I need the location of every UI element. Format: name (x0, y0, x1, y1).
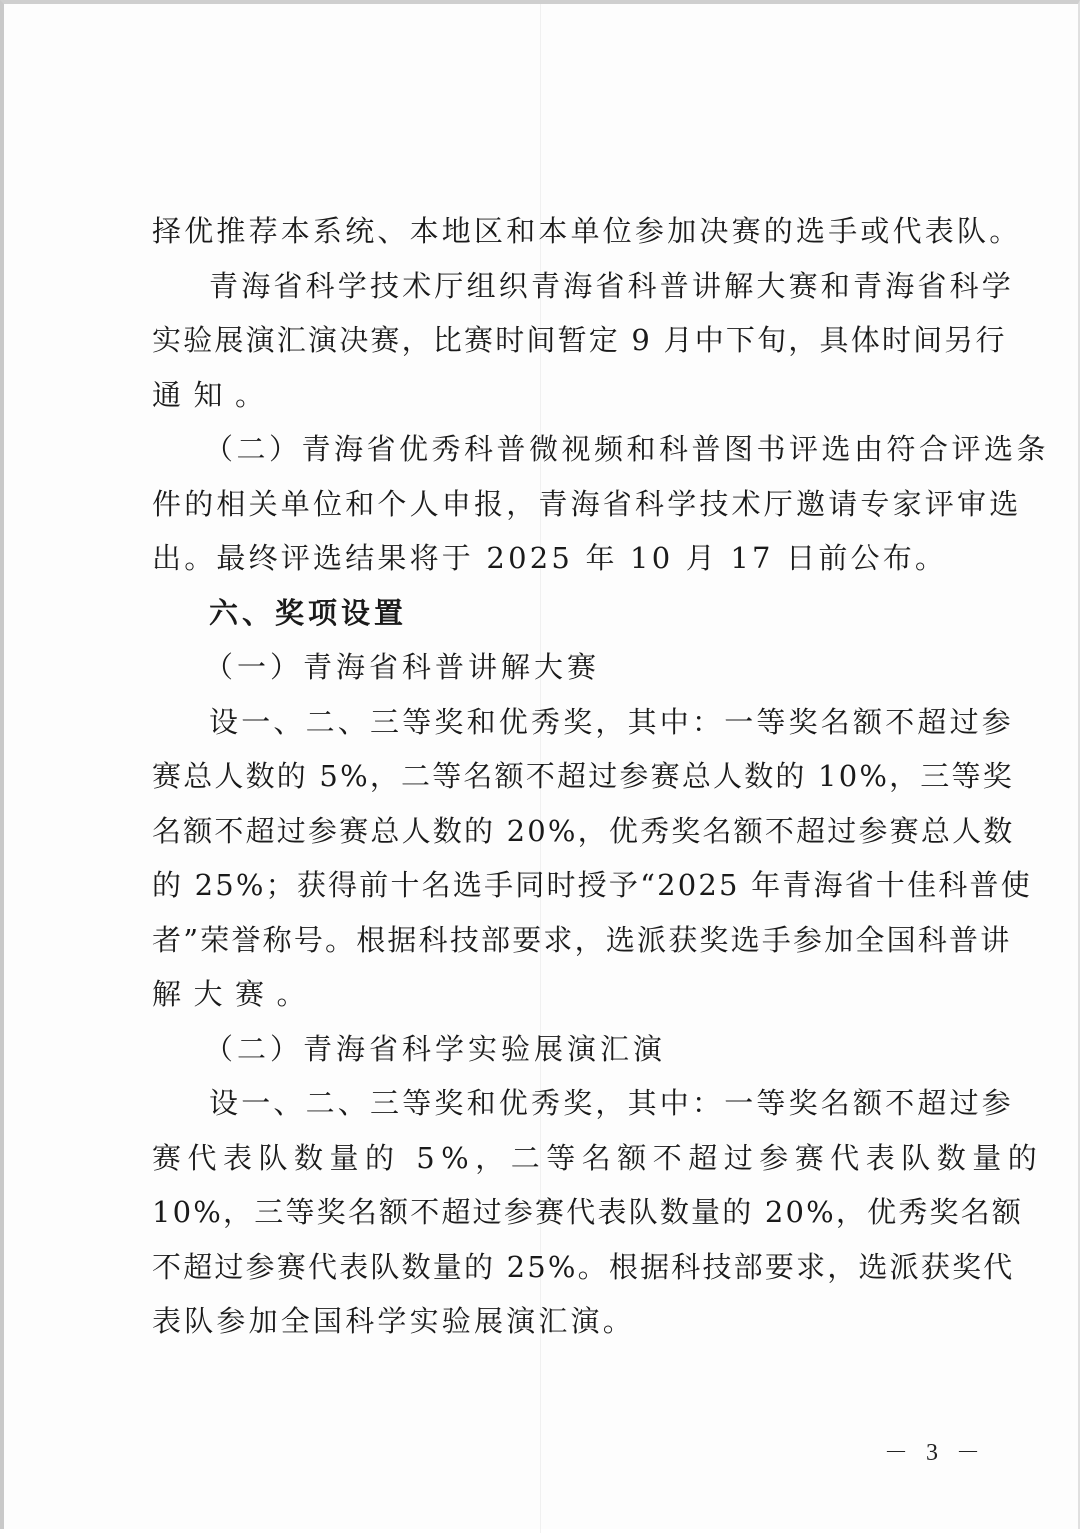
paragraph-line: 设一、二、三等奖和优秀奖，其中：一等奖名额不超过参 (209, 704, 1015, 739)
paragraph-line: 实验展演汇演决赛，比赛时间暂定 9 月中下旬，具体时间另行 (152, 323, 1007, 357)
paragraph-line: 件的相关单位和个人申报，青海省科学技术厅邀请专家评审选 (152, 486, 1022, 521)
paragraph-line: 解大赛。 (152, 977, 319, 1011)
paragraph-line: 10%，三等奖名额不超过参赛代表队数量的 20%，优秀奖名额 (152, 1195, 1024, 1229)
paragraph-line: 出。最终评选结果将于 2025 年 10 月 17 日前公布。 (152, 541, 948, 575)
paragraph-line: 不超过参赛代表队数量的 25%。根据科技部要求，选派获奖代 (152, 1249, 1015, 1284)
paragraph-line: 名额不超过参赛总人数的 20%，优秀奖名额不超过参赛总人数 (152, 813, 1015, 848)
paragraph-line: 赛总人数的 5%，二等名额不超过参赛总人数的 10%，三等奖 (152, 759, 1014, 793)
paragraph-line: 者”荣誉称号。根据科技部要求，选派获奖选手参加全国科普讲 (152, 922, 1012, 957)
page-number: － 3 － (884, 1440, 986, 1466)
subsection-heading: （二）青海省科学实验展演汇演 (204, 1031, 667, 1066)
paragraph-line: 的 25%；获得前十名选手同时授予“2025 年青海省十佳科普使 (152, 868, 1032, 902)
paragraph-line: 设一、二、三等奖和优秀奖，其中：一等奖名额不超过参 (209, 1086, 1015, 1120)
section-heading: 六、奖项设置 (209, 595, 408, 630)
paragraph-line: 赛代表队数量的 5%，二等名额不超过参赛代表队数量的 (152, 1140, 1044, 1175)
subsection-heading: （一）青海省科普讲解大赛 (204, 650, 601, 684)
paragraph-line: 表队参加全国科学实验展演汇演。 (152, 1304, 636, 1338)
subsection-line: （二）青海省优秀科普微视频和科普图书评选由符合评选条 (204, 432, 1050, 466)
paragraph-line: 择优推荐本系统、本地区和本单位参加决赛的选手或代表队。 (152, 214, 1022, 248)
document-body (152, 204, 1050, 1349)
paragraph-line: 青海省科学技术厅组织青海省科普讲解大赛和青海省科学 (209, 268, 1015, 303)
paragraph-line: 通知。 (152, 377, 277, 412)
